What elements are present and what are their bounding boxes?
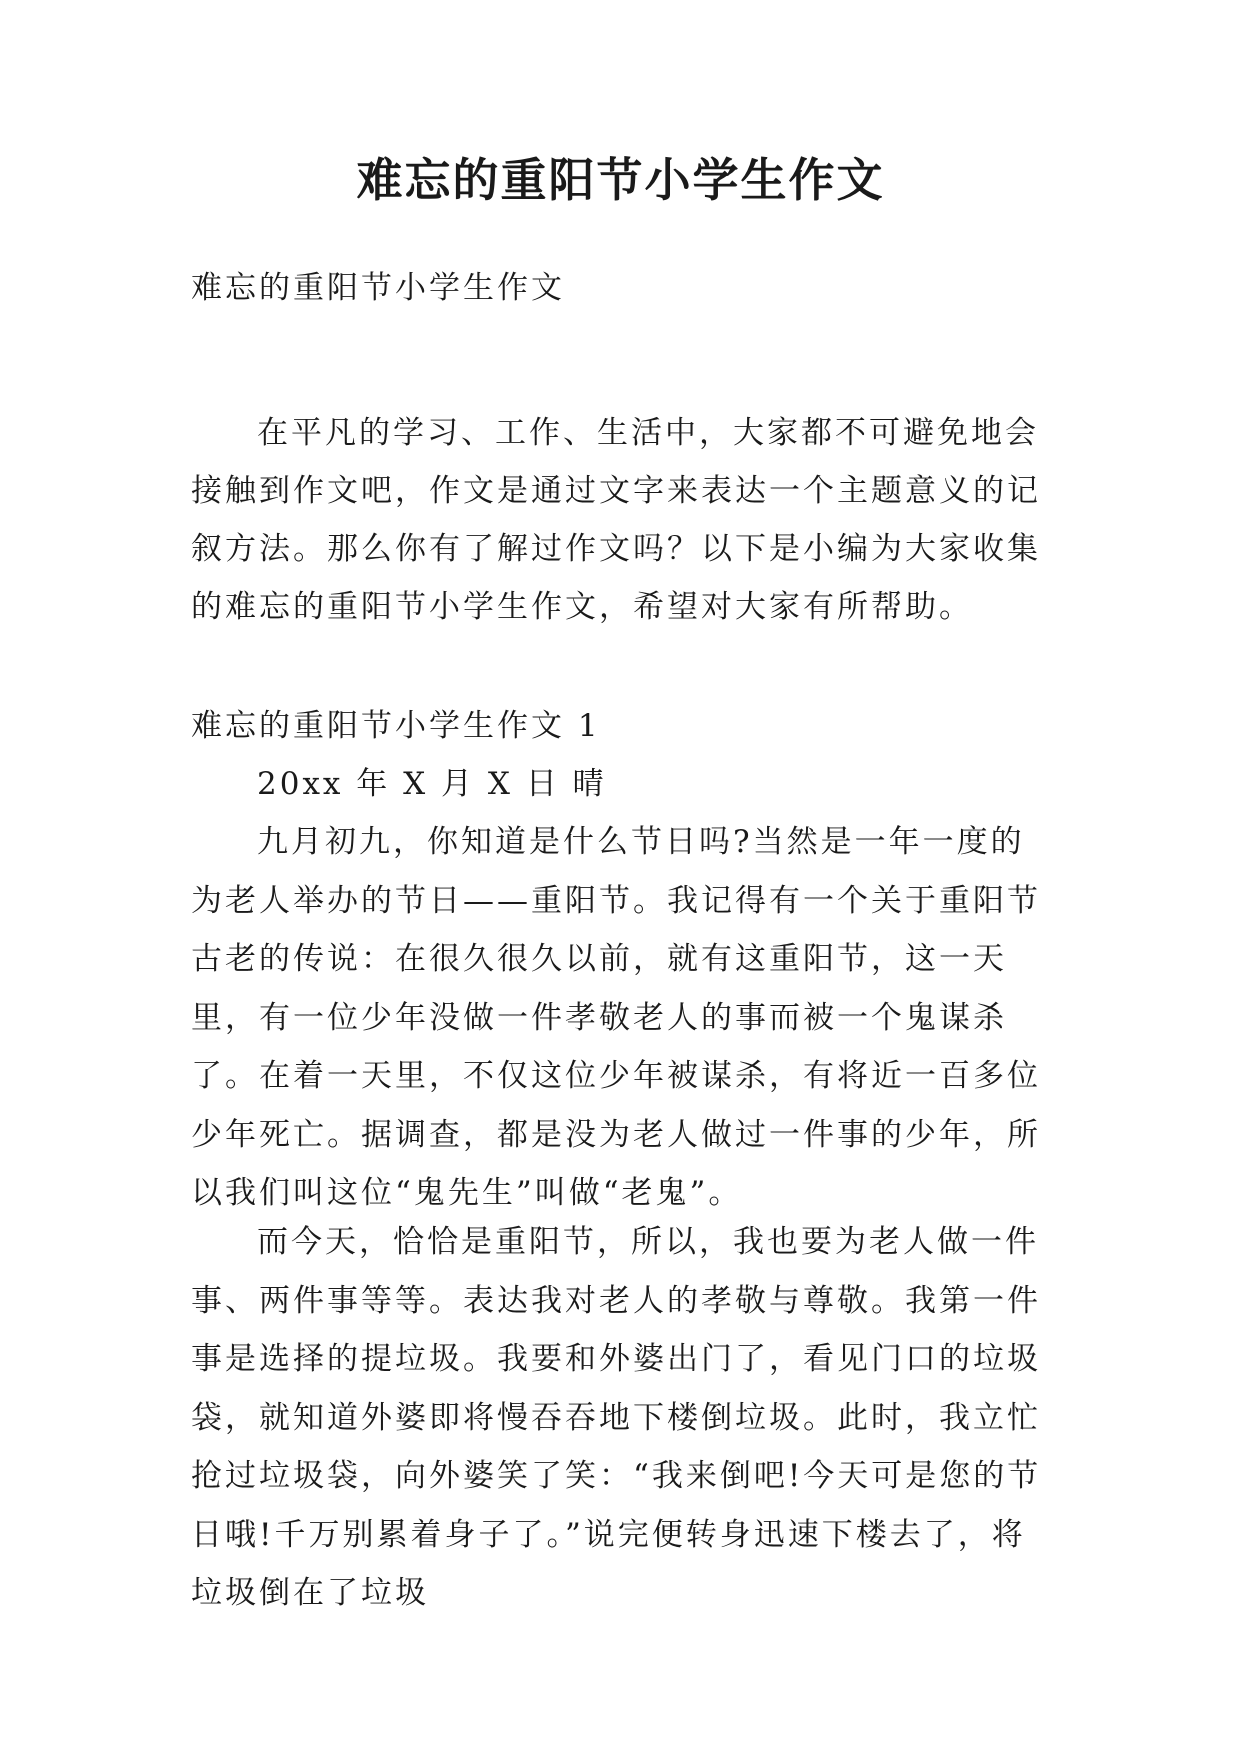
essay-paragraph-2: 而今天，恰恰是重阳节，所以，我也要为老人做一件事、两件事等等。表达我对老人的孝敬与尊敬。我第一件事是选择的提垃圾。我要和外婆出门了，看见门口的垃圾袋，就知道外婆即将慢吞吞地下楼倒垃圾。此时，我立忙抢过垃圾袋，向外婆笑了笑：“我来倒吧!今天可是您的节日哦!千万别累着身子了。”说完便转身迅速下楼去了，将垃圾倒在了垃圾 <box>191 1224 1042 1611</box>
date-line: 20xx 年 X 月 X 日 晴 <box>257 766 607 802</box>
document-subtitle: 难忘的重阳节小学生作文 <box>191 270 565 306</box>
essay-paragraph-1: 九月初九，你知道是什么节日吗?当然是一年一度的为老人举办的节日——重阳节。我记得有一个关于重阳节古老的传说：在很久很久以前，就有这重阳节，这一天里，有一位少年没做一件孝敬老人的事而被一个鬼谋杀了。在着一天里，不仅这位少年被谋杀，有将近一百多位少年死亡。据调查，都是没为老人做过一件事的少年，所以我们叫这位“鬼先生”叫做“老鬼”。 <box>191 824 1041 1211</box>
document-title: 难忘的重阳节小学生作文 <box>356 153 885 207</box>
intro-paragraph: 在平凡的学习、工作、生活中，大家都不可避免地会接触到作文吧，作文是通过文字来表达一个主题意义的记叙方法。那么你有了解过作文吗？以下是小编为大家收集的难忘的重阳节小学生作文，希望对大家有所帮助。 <box>191 415 1041 625</box>
essay-heading: 难忘的重阳节小学生作文 1 <box>191 708 601 744</box>
